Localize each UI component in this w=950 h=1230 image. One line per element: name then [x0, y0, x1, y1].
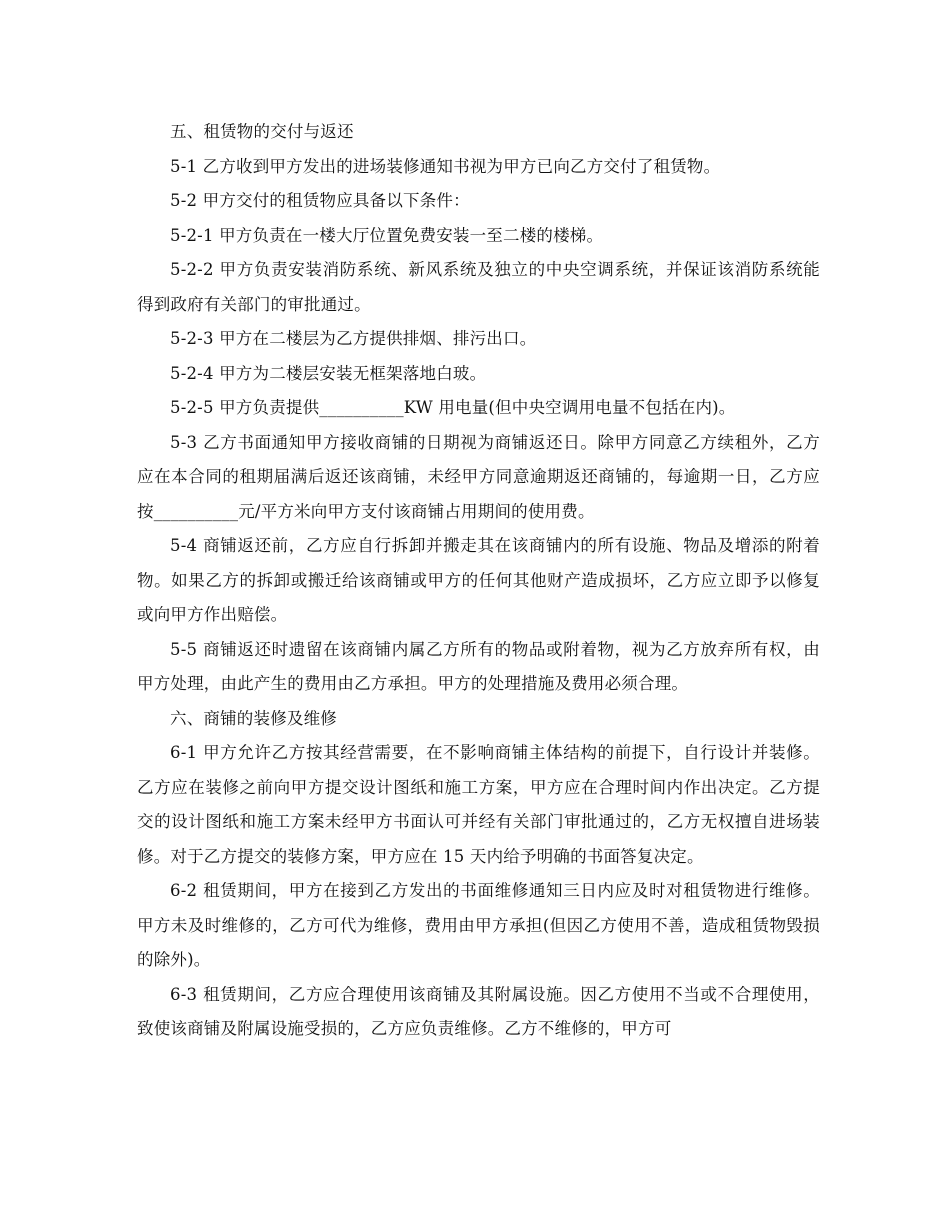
clause-5-1: 5-1 乙方收到甲方发出的进场装修通知书视为甲方已向乙方交付了租赁物。 [170, 156, 721, 176]
section-heading-5: 五、租赁物的交付与返还 [170, 122, 354, 141]
clause-6-2: 6-2 租赁期间，甲方在接到乙方发出的书面维修通知三日内应及时对租赁物进行维修。甲方未及时维修的，乙方可代为维修，费用由甲方承担(但因乙方使用不善，造成租赁物毁损的除外)。 [137, 881, 820, 969]
clause-6-1: 6-1 甲方允许乙方按其经营需要，在不影响商铺主体结构的前提下，自行设计并装修。乙方应在装修之前向甲方提交设计图纸和施工方案，甲方应在合理时间内作出决定。乙方提交的设计图纸和施工方案未经甲方书面认可并经有关部门审批通过的，乙方无权擅自进场装修。对于乙方提交的装修方案，甲方应在 15 天内给予明确的书面答复决定。 [137, 743, 820, 866]
clause-5-3: 5-3 乙方书面通知甲方接收商铺的日期视为商铺返还日。除甲方同意乙方续租外，乙方应在本合同的租期届满后返还该商铺，未经甲方同意逾期返还商铺的，每逾期一日，乙方应按__________元/平方米向甲方支付该商铺占用期间的使用费。 [137, 432, 820, 521]
clause-5-2-1: 5-2-1 甲方负责在一楼大厅位置免费安装一至二楼的楼梯。 [170, 225, 604, 245]
document-page [137, 115, 820, 1047]
section-heading-6: 六、商铺的装修及维修 [170, 708, 337, 728]
clause-5-4: 5-4 商铺返还前，乙方应自行拆卸并搬走其在该商铺内的所有设施、物品及增添的附着物。如果乙方的拆卸或搬迁给该商铺或甲方的任何其他财产造成损坏，乙方应立即予以修复或向甲方作出赔偿。 [137, 536, 820, 624]
clause-6-3: 6-3 租赁期间，乙方应合理使用该商铺及其附属设施。因乙方使用不当或不合理使用，致使该商铺及附属设施受损的，乙方应负责维修。乙方不维修的，甲方可 [137, 984, 820, 1038]
clause-5-2: 5-2 甲方交付的租赁物应具备以下条件： [170, 191, 470, 210]
clause-5-2-5: 5-2-5 甲方负责提供__________KW 用电量(但中央空调用电量不包括在内)。 [170, 398, 736, 417]
clause-5-5: 5-5 商铺返还时遗留在该商铺内属乙方所有的物品或附着物，视为乙方放弃所有权，由甲方处理，由此产生的费用由乙方承担。甲方的处理措施及费用必须合理。 [137, 639, 820, 693]
clause-5-2-3: 5-2-3 甲方在二楼层为乙方提供排烟、排污出口。 [170, 329, 537, 348]
clause-5-2-2: 5-2-2 甲方负责安装消防系统、新风系统及独立的中央空调系统，并保证该消防系统能得到政府有关部门的审批通过。 [137, 260, 820, 314]
clause-5-2-4: 5-2-4 甲方为二楼层安装无框架落地白玻。 [170, 363, 487, 383]
